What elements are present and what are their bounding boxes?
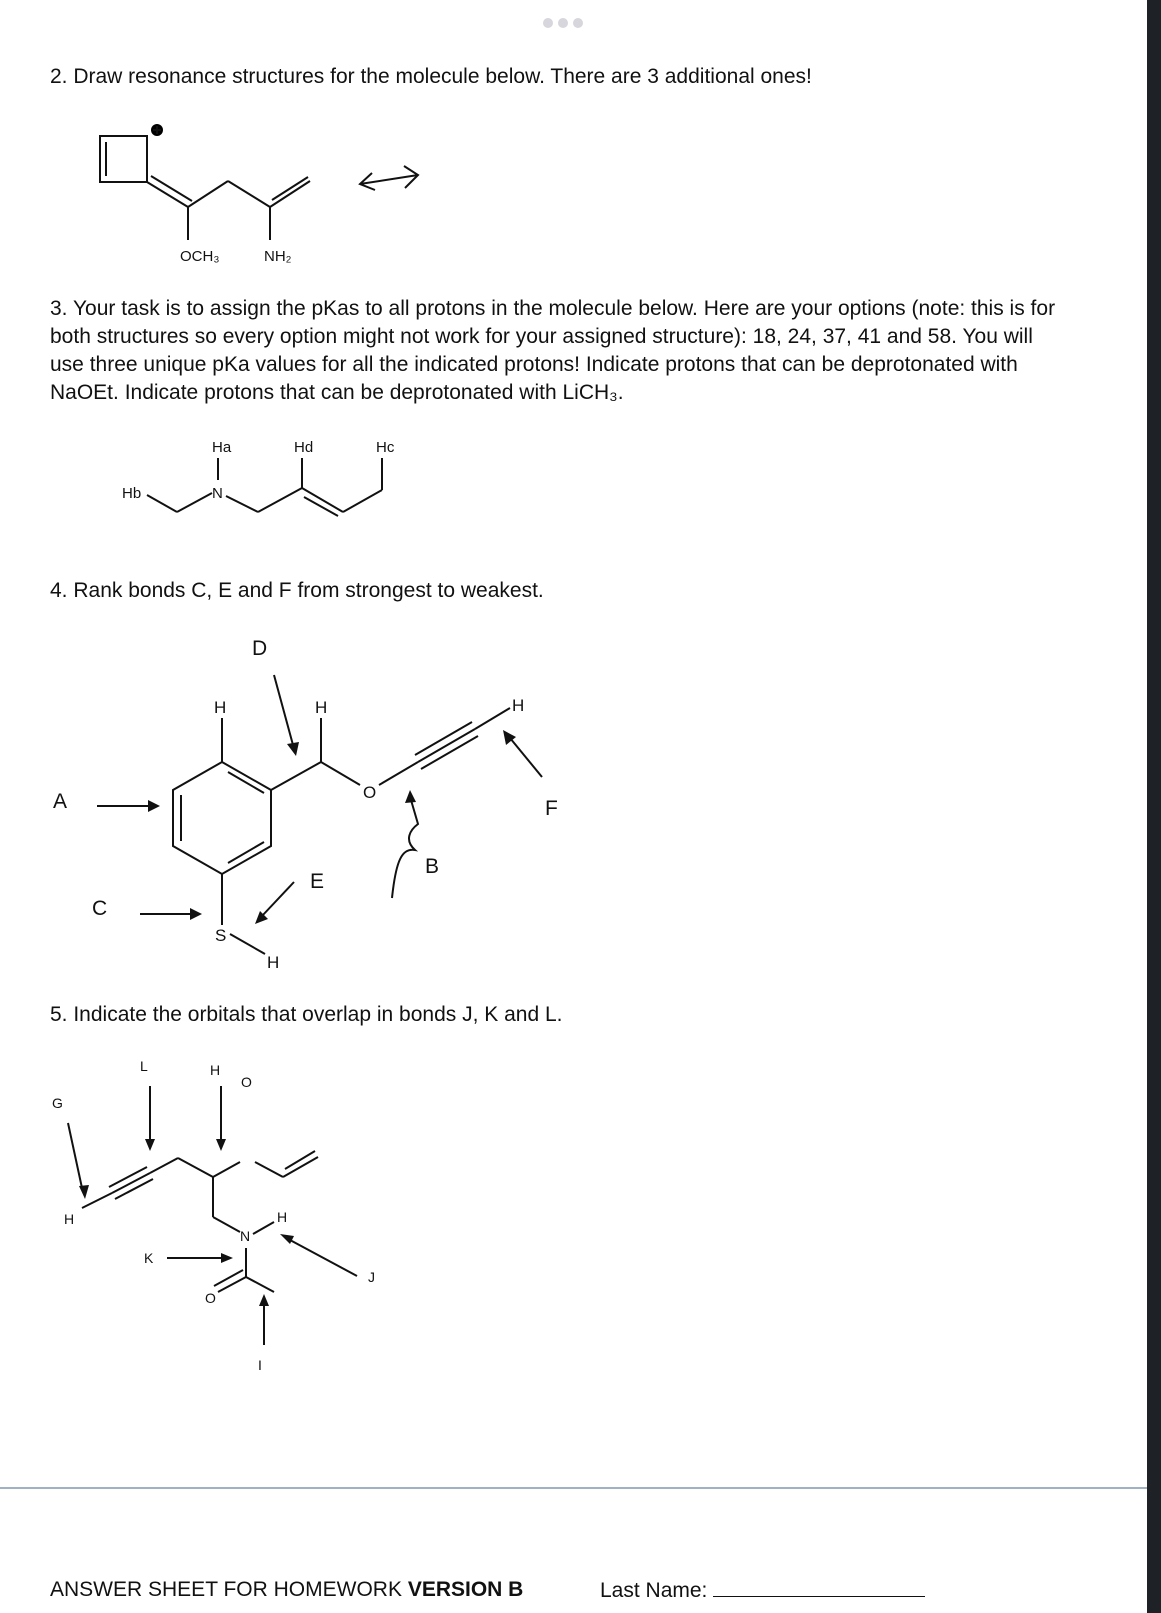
h-left-label: H (64, 1211, 75, 1227)
i-label: I (258, 1357, 262, 1373)
d-label: D (252, 637, 268, 660)
question-4-text: 4. Rank bonds C, E and F from strongest to weakest. (50, 579, 544, 602)
cyclobutene-ring (100, 136, 147, 182)
h-nh-label: H (277, 1209, 288, 1225)
o-carbonyl-label: O (205, 1290, 216, 1306)
question-3-text: 3. Your task is to assign the pKas to all protons in the molecule below. Here are your options (note: this is for both structures so every option might not work for your assigned structure): 18, 24, 37, 41 and 58. You will use three unique pKa values for all the indicated protons! Indicate protons that can be deprotonated with NaOEt. Indicate protons that can be deprotonated with LiCH₃. (50, 297, 1056, 404)
o-label: O (241, 1074, 252, 1090)
last-name-field (600, 1578, 925, 1603)
last-name-label: Last Name: (600, 1579, 714, 1602)
question-2-text: 2. Draw resonance structures for the molecule below. There are 3 additional ones! (50, 65, 812, 88)
e-label: E (310, 870, 325, 893)
nh2-label: NH₂ (264, 248, 292, 265)
b-label: B (425, 855, 440, 878)
h-top-right: H (512, 696, 525, 715)
h-bottom: H (267, 953, 280, 972)
section-divider (0, 1487, 1147, 1489)
a-label: A (53, 790, 68, 813)
q4-molecule (40, 630, 600, 975)
f-label: F (545, 797, 558, 820)
n-label: N (240, 1228, 251, 1244)
j-label: J (368, 1269, 375, 1285)
scrollbar[interactable] (1147, 0, 1161, 1613)
q3-molecule (110, 430, 410, 530)
k-label: K (144, 1250, 154, 1266)
h-top-mid: H (315, 698, 328, 717)
hb-label: Hb (122, 485, 142, 502)
q5-molecule (40, 1050, 400, 1375)
o-label: O (363, 783, 377, 802)
version-label: VERSION B (407, 1578, 524, 1601)
h-top-label: H (210, 1062, 221, 1078)
q2-molecule (90, 120, 440, 270)
question-5-text: 5. Indicate the orbitals that overlap in bonds J, K and L. (50, 1003, 563, 1026)
g-label: G (52, 1095, 63, 1111)
h-top-left: H (214, 698, 227, 717)
answer-sheet-title (50, 1578, 523, 1602)
ha-label: Ha (212, 439, 232, 456)
benzene-ring (173, 762, 271, 874)
n-label: N (212, 485, 223, 502)
s-label: S (215, 926, 227, 945)
hc-label: Hc (376, 439, 395, 456)
hd-label: Hd (294, 439, 314, 456)
l-label: L (140, 1058, 148, 1074)
last-name-blank (713, 1578, 925, 1597)
answer-sheet-prefix: ANSWER SHEET FOR HOMEWORK (50, 1578, 408, 1601)
window-dots (543, 18, 583, 28)
c-label: C (92, 897, 108, 920)
resonance-arrow-icon (360, 166, 418, 190)
och3-label: OCH₃ (180, 248, 220, 265)
